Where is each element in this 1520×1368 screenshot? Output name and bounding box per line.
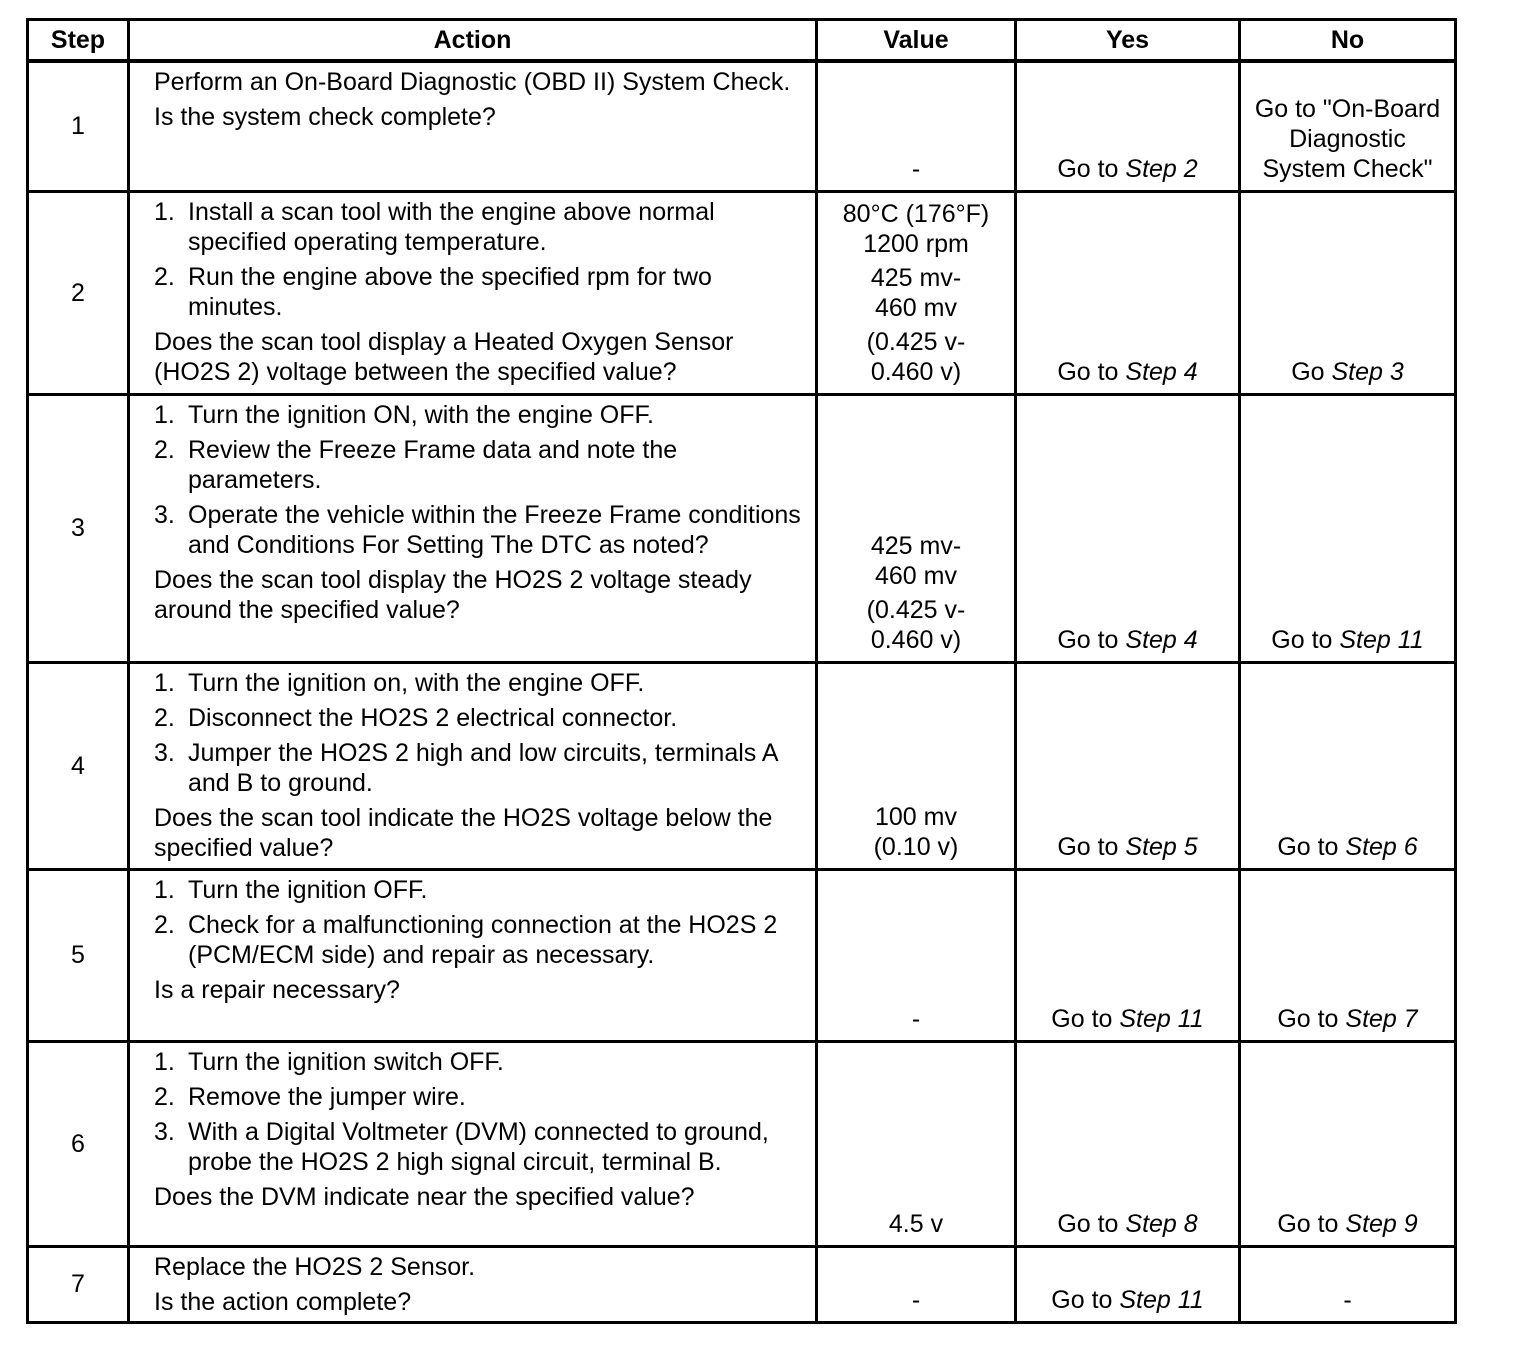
yes-goto-text: Go to: [1057, 625, 1126, 654]
action-step-text: Install a scan tool with the engine above normal specified operating temperature.: [188, 197, 715, 256]
no-cell: [1240, 869, 1456, 1041]
header-step: Step: [28, 20, 129, 62]
action-question: Does the scan tool indicate the HO2S voltage below the specified value?: [154, 803, 773, 862]
action-step-text: Check for a malfunctioning connection at the HO2S 2 (PCM/ECM side) and repair as necessary.: [188, 910, 778, 969]
value-line: -: [911, 1004, 921, 1033]
no-cell: [1240, 1041, 1456, 1246]
value-line: 1200 rpm: [863, 229, 969, 258]
header-yes: Yes: [1016, 20, 1240, 62]
action-step-item: [154, 400, 805, 430]
value-line: 100 mv: [875, 802, 957, 831]
value-cell: [817, 1041, 1016, 1246]
yes-cell: [1016, 1246, 1240, 1322]
no-cell: [1240, 662, 1456, 869]
no-goto-step: Step 3: [1331, 357, 1404, 386]
action-step-item: [154, 262, 805, 322]
action-step-item: [154, 875, 805, 905]
yes-goto-text: Go to: [1051, 1004, 1120, 1033]
yes-goto-text: Go to: [1057, 832, 1126, 861]
value-cell: [817, 1246, 1016, 1322]
action-step-text: Turn the ignition ON, with the engine OFF.: [188, 400, 654, 429]
action-question: Does the DVM indicate near the specified value?: [154, 1182, 695, 1211]
yes-cell: [1016, 662, 1240, 869]
table-row: [28, 61, 1456, 191]
no-goto-step: Step 11: [1339, 625, 1424, 654]
value-line: 425 mv-: [870, 531, 962, 560]
action-steps-list: [154, 197, 805, 322]
yes-goto-step: Step 2: [1125, 154, 1198, 183]
action-steps-list: [154, 400, 805, 560]
yes-goto-step: Step 11: [1119, 1004, 1204, 1033]
no-goto-text: Go to: [1277, 1209, 1346, 1238]
action-step-text: Turn the ignition switch OFF.: [188, 1047, 504, 1076]
no-goto-step: Step 6: [1345, 832, 1418, 861]
action-step-item: [154, 738, 805, 798]
action-question: Does the scan tool display the HO2S 2 voltage steady around the specified value?: [154, 565, 752, 624]
action-step-text: With a Digital Voltmeter (DVM) connected to ground, probe the HO2S 2 high signal circuit, terminal B.: [188, 1117, 769, 1176]
action-step-item: [154, 910, 805, 970]
header-action: Action: [129, 20, 817, 62]
yes-cell: [1016, 61, 1240, 191]
header-no: No: [1240, 20, 1456, 62]
value-cell: [817, 662, 1016, 869]
action-text: Perform an On-Board Diagnostic (OBD II) System Check.: [154, 68, 791, 96]
action-question: Is the action complete?: [154, 1287, 412, 1316]
action-steps-list: [154, 1047, 805, 1177]
no-goto-step: Step 7: [1345, 1004, 1418, 1033]
action-step-item: [154, 500, 805, 560]
table-row: [28, 662, 1456, 869]
action-question: Is the system check complete?: [154, 103, 496, 131]
action-step-number: 1.: [154, 668, 175, 697]
value-line: 4.5 v: [888, 1209, 944, 1238]
action-step-item: [154, 703, 805, 733]
value-line: 0.460 v): [870, 357, 962, 386]
no-goto-text: Go to: [1277, 832, 1346, 861]
yes-goto-text: Go to: [1057, 154, 1126, 183]
value-line: -: [911, 154, 921, 183]
yes-goto-step: Step 8: [1125, 1209, 1198, 1238]
step-number: 2: [28, 191, 129, 394]
action-question: Does the scan tool display a Heated Oxygen Sensor (HO2S 2) voltage between the specified value?: [154, 327, 734, 386]
yes-goto-step: Step 4: [1125, 357, 1198, 386]
action-step-text: Turn the ignition on, with the engine OFF.: [188, 668, 645, 697]
table-row: [28, 191, 1456, 394]
action-step-text: Review the Freeze Frame data and note the parameters.: [188, 435, 678, 494]
value-line: 80°C (176°F): [842, 199, 990, 228]
value-line: 0.460 v): [870, 625, 962, 654]
action-step-number: 2.: [154, 910, 175, 939]
table-row: [28, 1041, 1456, 1246]
step-number: 5: [28, 869, 129, 1041]
action-step-number: 3.: [154, 1117, 175, 1146]
action-cell: [129, 662, 817, 869]
action-steps-list: [154, 875, 805, 970]
value-cell: [817, 191, 1016, 394]
step-number: 7: [28, 1246, 129, 1322]
action-step-number: 2.: [154, 703, 175, 732]
action-step-text: Operate the vehicle within the Freeze Frame conditions and Conditions For Setting The DTC as noted?: [188, 500, 801, 559]
yes-cell: [1016, 394, 1240, 662]
table-row: [28, 1246, 1456, 1322]
no-goto-text: -: [1343, 1285, 1352, 1314]
action-cell: [129, 61, 817, 191]
yes-goto-text: Go to: [1051, 1285, 1120, 1314]
action-step-number: 3.: [154, 500, 175, 529]
no-cell: [1240, 61, 1456, 191]
action-step-number: 2.: [154, 435, 175, 464]
no-cell: [1240, 394, 1456, 662]
yes-cell: [1016, 1041, 1240, 1246]
no-goto-text: Go to "On-Board Diagnostic System Check": [1254, 94, 1441, 183]
action-step-number: 1.: [154, 1047, 175, 1076]
action-step-number: 2.: [154, 1082, 175, 1111]
no-goto-text: Go: [1291, 357, 1332, 386]
action-step-number: 1.: [154, 875, 175, 904]
action-question: Is a repair necessary?: [154, 975, 400, 1004]
yes-goto-step: Step 5: [1125, 832, 1198, 861]
header-value: Value: [817, 20, 1016, 62]
action-step-number: 2.: [154, 262, 175, 291]
value-line: (0.425 v-: [866, 595, 966, 624]
step-number: 4: [28, 662, 129, 869]
value-cell: [817, 61, 1016, 191]
value-cell: [817, 394, 1016, 662]
action-step-item: [154, 668, 805, 698]
yes-goto-step: Step 11: [1119, 1285, 1204, 1314]
value-line: 460 mv: [875, 293, 957, 322]
action-step-number: 3.: [154, 738, 175, 767]
no-goto-text: Go to: [1271, 625, 1340, 654]
yes-goto-text: Go to: [1057, 357, 1126, 386]
diagnostic-table: [26, 18, 1457, 1324]
action-step-text: Turn the ignition OFF.: [188, 875, 428, 904]
action-step-item: [154, 197, 805, 257]
step-number: 1: [28, 61, 129, 191]
action-step-text: Run the engine above the specified rpm for two minutes.: [188, 262, 712, 321]
table-row: [28, 394, 1456, 662]
value-cell: [817, 869, 1016, 1041]
action-step-text: Remove the jumper wire.: [188, 1082, 466, 1111]
action-step-number: 1.: [154, 197, 175, 226]
no-cell: [1240, 1246, 1456, 1322]
action-step-item: [154, 1047, 805, 1077]
action-step-item: [154, 1117, 805, 1177]
value-line: -: [911, 1285, 921, 1314]
value-line: (0.425 v-: [866, 327, 966, 356]
action-cell: [129, 394, 817, 662]
table-row: [28, 869, 1456, 1041]
action-cell: [129, 1041, 817, 1246]
table-body: [28, 61, 1456, 1322]
step-number: 3: [28, 394, 129, 662]
yes-cell: [1016, 869, 1240, 1041]
header-row: [28, 20, 1456, 62]
no-goto-text: Go to: [1277, 1004, 1346, 1033]
action-step-text: Disconnect the HO2S 2 electrical connector.: [188, 703, 678, 732]
action-step-item: [154, 435, 805, 495]
action-cell: [129, 1246, 817, 1322]
yes-cell: [1016, 191, 1240, 394]
value-line: 425 mv-: [870, 263, 962, 292]
action-text: Replace the HO2S 2 Sensor.: [154, 1252, 476, 1281]
action-cell: [129, 191, 817, 394]
value-line: 460 mv: [875, 561, 957, 590]
action-step-number: 1.: [154, 400, 175, 429]
no-goto-step: Step 9: [1345, 1209, 1418, 1238]
yes-goto-text: Go to: [1057, 1209, 1126, 1238]
yes-goto-step: Step 4: [1125, 625, 1198, 654]
step-number: 6: [28, 1041, 129, 1246]
value-line: (0.10 v): [873, 832, 959, 861]
action-step-item: [154, 1082, 805, 1112]
no-cell: [1240, 191, 1456, 394]
action-step-text: Jumper the HO2S 2 high and low circuits, terminals A and B to ground.: [188, 738, 778, 797]
action-cell: [129, 869, 817, 1041]
action-steps-list: [154, 668, 805, 798]
